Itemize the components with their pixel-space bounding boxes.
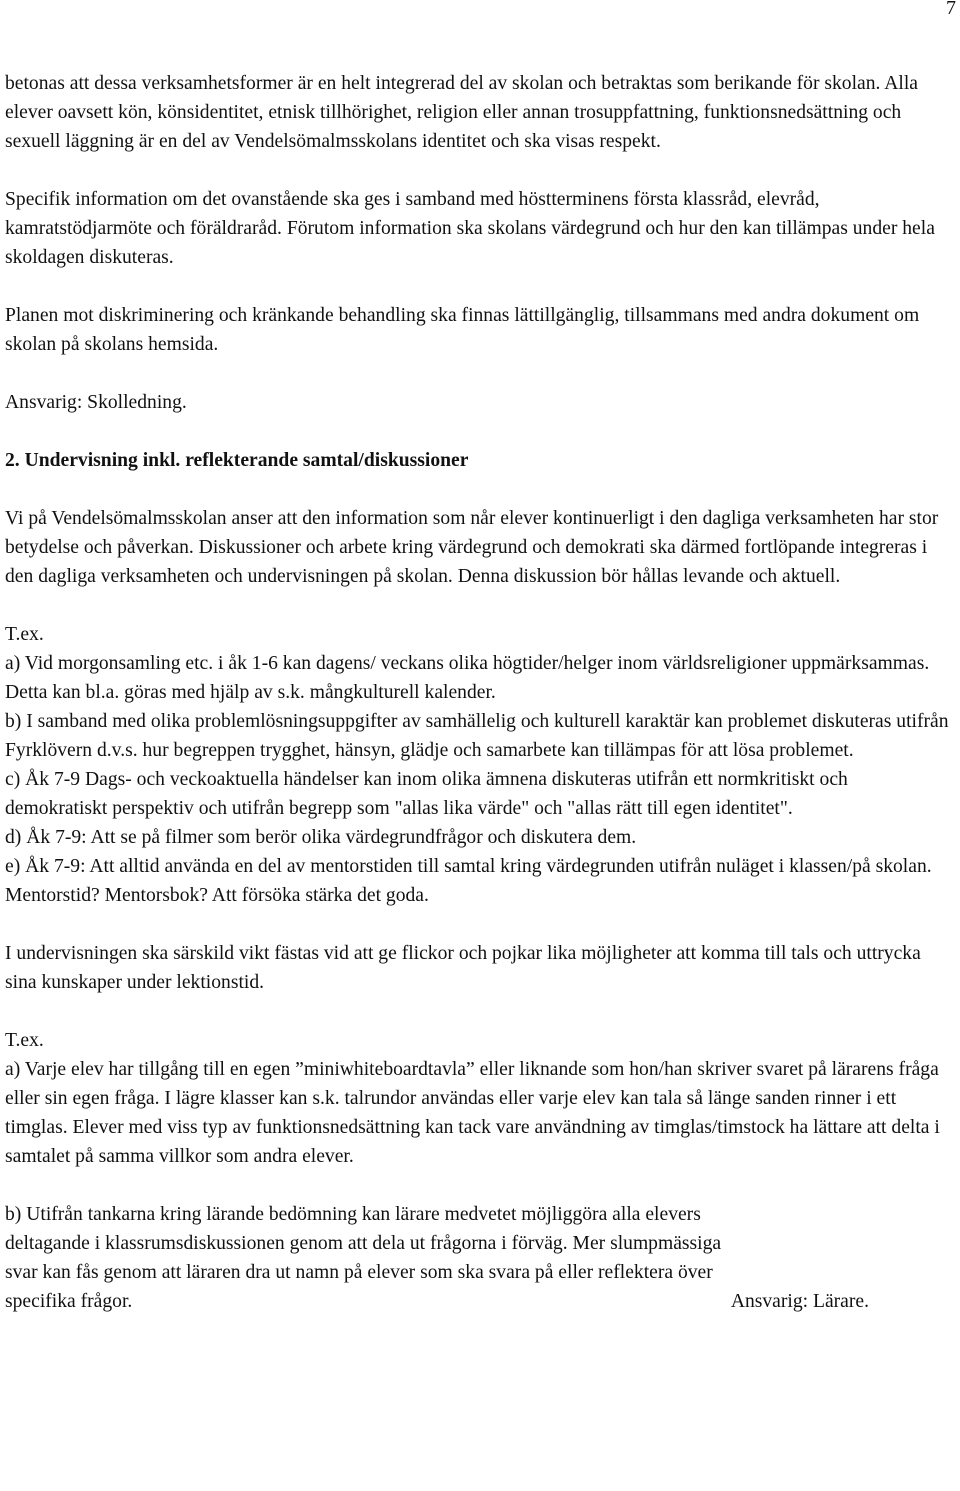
list-item: c) Åk 7-9 Dags- och veckoaktuella händelser kan inom olika ämnena diskuteras utifrån ett normkritiskt och demokratiskt perspektiv och utifrån begrepp som "allas lika värde" och "allas rätt till egen identitet".	[5, 769, 848, 819]
example-label: T.ex.	[5, 624, 44, 645]
example-label: T.ex.	[5, 1030, 44, 1051]
responsible-note: Ansvarig: Lärare.	[730, 1291, 869, 1312]
list-item: d) Åk 7-9: Att se på filmer som berör olika värdegrundfrågor och diskutera dem.	[5, 827, 637, 848]
page-number: 7	[946, 0, 956, 19]
document-body	[5, 69, 955, 1316]
list-item-line: deltagande i klassrumsdiskussionen genom att dela ut frågorna i förväg. Mer slumpmässiga	[5, 1233, 722, 1254]
section-heading: 2. Undervisning inkl. reflekterande samtal/diskussioner	[5, 450, 469, 471]
paragraph: betonas att dessa verksamhetsformer är en helt integrerad del av skolan och betraktas som berikande för skolan. Alla elever oavsett kön, könsidentitet, etnisk tillhörighet, religion eller annan trosuppfattning, funktionsnedsättning och sexuell läggning är en del av Vendelsömalmsskolans identitet och ska visas respekt.	[5, 73, 918, 152]
list-item	[5, 1200, 955, 1316]
list-item: a) Varje elev har tillgång till en egen ”miniwhiteboardtavla” eller liknande som hon/han skriver svaret på lärarens fråga eller sin egen fråga. I lägre klasser kan s.k. talrundor användas eller varje elev kan tala så länge sanden rinner i ett timglas. Elever med viss typ av funktionsnedsättning kan tack vare användning av timglas/timstock ha lättare att delta i samtalet på samma villkor som andra elever.	[5, 1059, 940, 1167]
list-item-line: b) Utifrån tankarna kring lärande bedömning kan lärare medvetet möjliggöra alla elevers	[5, 1204, 701, 1225]
paragraph: Vi på Vendelsömalmsskolan anser att den information som når elever kontinuerligt i den dagliga verksamheten har stor betydelse och påverkan. Diskussioner och arbete kring värdegrund och demokrati ska därmed fortlöpande integreras i den dagliga verksamheten och undervisningen på skolan. Denna diskussion bör hållas levande och aktuell.	[5, 508, 939, 587]
list-item-line	[5, 1287, 955, 1316]
list-item: e) Åk 7-9: Att alltid använda en del av mentorstiden till samtal kring värdegrunden utifrån nuläget i klassen/på skolan. Mentorstid? Mentorsbok? Att försöka stärka det goda.	[5, 856, 932, 906]
list-item: a) Vid morgonsamling etc. i åk 1-6 kan dagens/ veckans olika högtider/helger inom världsreligioner uppmärksammas. Detta kan bl.a. göras med hjälp av s.k. mångkulturell kalender.	[5, 653, 930, 703]
paragraph: Planen mot diskriminering och kränkande behandling ska finnas lättillgänglig, tillsammans med andra dokument om skolan på skolans hemsida.	[5, 305, 920, 355]
list-item-line: svar kan fås genom att läraren dra ut namn på elever som ska svara på eller reflektera över	[5, 1262, 713, 1283]
list-item-tail: specifika frågor.	[5, 1291, 133, 1312]
paragraph: Specifik information om det ovanstående ska ges i samband med höstterminens första klassråd, elevråd, kamratstödjarmöte och föräldraråd. Förutom information ska skolans värdegrund och hur den kan tillämpas under hela skoldagen diskuteras.	[5, 189, 935, 268]
list-item: b) I samband med olika problemlösningsuppgifter av samhällelig och kulturell karaktär kan problemet diskuteras utifrån Fyrklövern d.v.s. hur begreppen trygghet, hänsyn, glädje och samarbete kan tillämpas för att lösa problemet.	[5, 711, 949, 761]
paragraph: I undervisningen ska särskild vikt fästas vid att ge flickor och pojkar lika möjligheter att komma till tals och uttrycka sina kunskaper under lektionstid.	[5, 943, 921, 993]
responsible-note: Ansvarig: Skolledning.	[5, 392, 187, 413]
